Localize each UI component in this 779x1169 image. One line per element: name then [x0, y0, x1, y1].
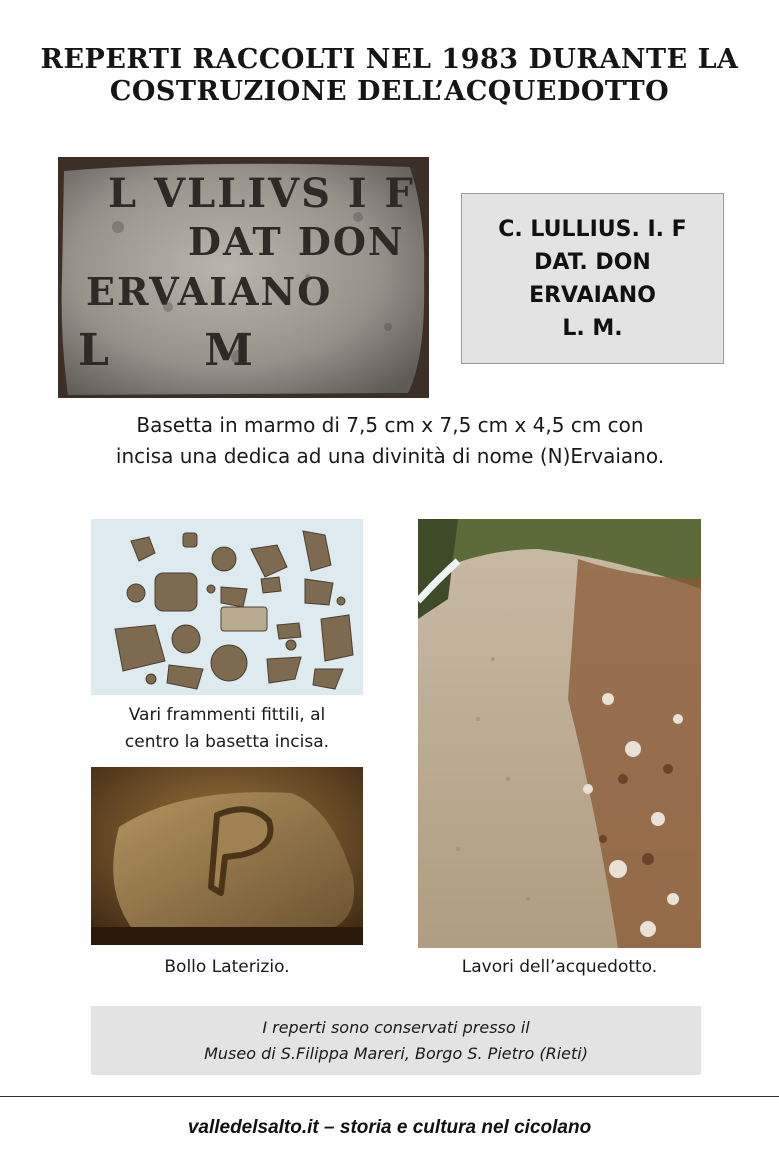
footer-divider — [0, 1096, 779, 1097]
brick-stamp-photo — [91, 767, 363, 945]
aqueduct-works-photo — [418, 519, 701, 948]
brick-caption-text: Bollo Laterizio. — [164, 957, 290, 977]
description-line-1: Basetta in marmo di 7,5 cm x 7,5 cm x 4,5 cm con — [136, 413, 644, 437]
inscribed-stone-photo — [58, 157, 429, 398]
stone-inscription-line-4: L M — [78, 325, 293, 376]
museum-note-box — [91, 1006, 701, 1075]
transcription-line-1: C. LULLIUS. I. F — [498, 216, 687, 242]
works-caption — [418, 954, 701, 981]
fragments-caption — [91, 702, 363, 756]
brick-caption — [91, 954, 363, 981]
title-line-2: COSTRUZIONE DELL’ACQUEDOTTO — [109, 76, 670, 107]
fragments-caption-line-2: centro la basetta incisa. — [124, 732, 330, 752]
fragments-photo — [91, 519, 363, 695]
title-line-1: REPERTI RACCOLTI NEL 1983 DURANTE LA — [40, 44, 739, 75]
stone-description — [60, 410, 720, 472]
inscription-transcription-box — [461, 193, 724, 364]
stone-inscription-line-1: L VLLIVS I F — [108, 170, 415, 217]
fragments-caption-line-1: Vari frammenti fittili, al — [128, 705, 326, 725]
description-line-2: incisa una dedica ad una divinità di nome (N)Ervaiano. — [115, 444, 665, 468]
works-caption-text: Lavori dell’acquedotto. — [461, 957, 658, 977]
footer-credit: valledelsalto.it – storia e cultura nel cicolano — [187, 1117, 592, 1138]
stone-inscription-line-2: DAT DON — [188, 219, 405, 264]
museum-note-line-2: Museo di S.Filippa Mareri, Borgo S. Pietro (Rieti) — [204, 1043, 588, 1063]
transcription-line-2: DAT. DON — [534, 249, 651, 275]
stone-inscription-line-3: ERVAIANO — [86, 269, 333, 314]
museum-note-line-1: I reperti sono conservati presso il — [262, 1017, 530, 1037]
transcription-line-3: ERVAIANO — [529, 282, 656, 308]
page-title — [40, 44, 739, 108]
transcription-line-4: L. M. — [562, 315, 623, 341]
